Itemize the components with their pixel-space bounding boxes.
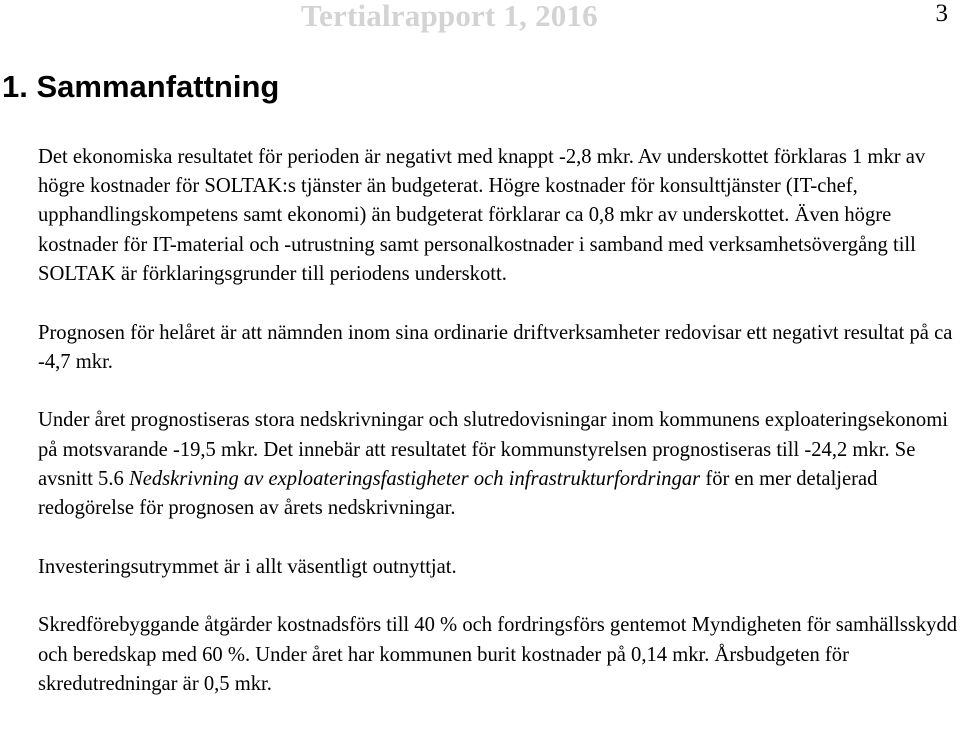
paragraph-writedowns-text: Under året prognostiseras stora nedskrivningar och slutredovisningar inom kommunens exploateringsekonomi på motsvarande -19,5 mkr. Det innebär att resultatet för kommunstyrelsen prognostiseras till -24,2 mkr. Se avsnitt 5.6 <box>38 409 948 490</box>
paragraph-landslide: Skredförebyggande åtgärder kostnadsförs till 40 % och fordringsförs gentemot Myndigheten för samhällsskydd och beredskap med 60 %. Under året har kommunen burit kostnader på 0,14 mkr. Årsbudgeten för skredutredningar är 0,5 mkr. <box>38 614 958 695</box>
paragraph-investments: Investeringsutrymmet är i allt väsentligt outnyttjat. <box>38 555 457 578</box>
running-header-title: Tertialrapport 1, 2016 <box>301 0 598 33</box>
section-reference-title: Nedskrivning av exploateringsfastigheter och infrastrukturfordringar <box>128 467 701 490</box>
paragraph-writedowns-text-end: för en mer detaljerad redogörelse för prognosen av årets nedskrivningar. <box>38 467 878 520</box>
paragraph-result: Det ekonomiska resultatet för perioden är negativt med knappt -2,8 mkr. Av underskottet förklaras 1 mkr av högre kostnader för SOLTAK:s tjänster än budgeterat. Högre kostnader för konsulttjänster (IT-chef, upphandlingskompetens samt ekonomi) än budgeterat förklarar ca 0,8 mkr av underskottet. Även högre kostnader för IT-material och -utrustning samt personalkostnader i samband med verksamhetsövergång till SOLTAK är förklaringsgrunder till periodens underskott. <box>38 146 926 285</box>
body-text <box>38 143 960 729</box>
paragraph-writedowns <box>38 406 960 523</box>
section-heading: 1. Sammanfattning <box>2 69 280 104</box>
page-number: 3 <box>935 0 948 27</box>
paragraph-forecast: Prognosen för helåret är att nämnden inom sina ordinarie driftverksamheter redovisar ett negativt resultat på ca -4,7 mkr. <box>38 321 953 373</box>
